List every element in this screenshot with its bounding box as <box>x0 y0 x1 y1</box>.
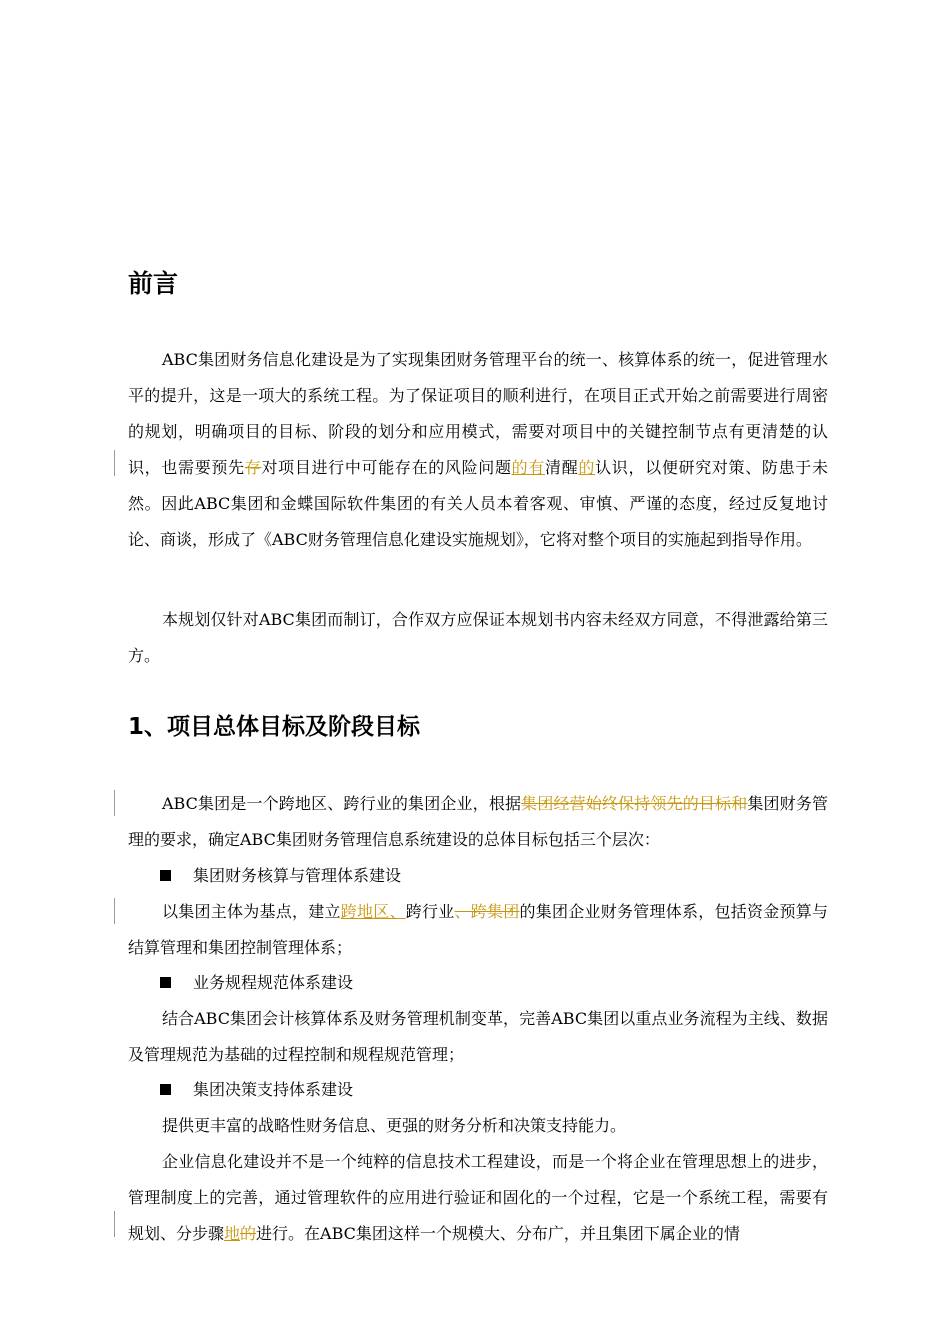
inserted-text: 的 <box>578 458 596 477</box>
deleted-text: 、跨集团 <box>454 902 520 921</box>
inserted-text: 的有 <box>511 458 546 477</box>
bullet-label: 集团决策支持体系建设 <box>193 1080 354 1099</box>
text-run: 集团财务管理的要求，确定ABC集团财务管理信息系统建设的总体目标包括三个层次： <box>128 794 828 849</box>
deleted-text: 的 <box>240 1224 257 1243</box>
bullet-label: 集团财务核算与管理体系建设 <box>193 866 402 885</box>
section-1-paragraph-4: 提供更丰富的战略性财务信息、更强的财务分析和决策支持能力。 <box>162 1116 627 1135</box>
text-run: 进行。在ABC集团这样一个规模大、分布广，并且集团下属企业的情 <box>256 1224 740 1243</box>
bullet-item <box>160 858 401 894</box>
preface-heading: 前言 <box>128 269 179 298</box>
text-run: 清醒 <box>545 458 579 477</box>
deleted-text: 存 <box>244 458 262 477</box>
text-run: 认识，以便研究对策、防患于未然。因此ABC集团和金蝶国际软件集团的有关人员本着客观、审慎、严谨的态度，经过反复地讨论、商谈，形成了《ABC财务管理信息化建设实施规划》，它将对整个项目的实施起到指导作用。 <box>128 458 828 549</box>
section-1-paragraph-1 <box>128 786 828 858</box>
change-bar <box>114 790 115 816</box>
change-bar <box>114 450 115 476</box>
preface-paragraph-1 <box>128 342 828 558</box>
text-run: 以集团主体为基点，建立 <box>162 902 341 921</box>
text-run: 企业信息化建设并不是一个纯粹的信息技术工程建设，而是一个将企业在管理思想上的进步，管理制度上的完善，通过管理软件的应用进行验证和固化的一个过程，它是一个系统工程，需要有规划、分步骤 <box>128 1152 828 1243</box>
text-run: ABC集团财务信息化建设是为了实现集团财务管理平台的统一、核算体系的统一，促进管理水平的提升，这是一项大的系统工程。为了保证项目的顺利进行，在项目正式开始之前需要进行周密的规划，明确项目的目标、阶段的划分和应用模式，需要对项目中的关键控制节点有更清楚的认识，也需要预先 <box>128 350 828 477</box>
bullet-square-icon <box>160 870 171 881</box>
text-run: 的集团企业财务管理体系，包括资金预算与结算管理和集团控制管理体系； <box>128 902 828 957</box>
change-bar <box>114 898 115 924</box>
inserted-text: 跨地区、 <box>340 902 406 921</box>
section-1-paragraph-2 <box>128 894 828 966</box>
bullet-item <box>160 965 353 1001</box>
bullet-item <box>160 1072 353 1108</box>
inserted-text: 地 <box>224 1224 241 1243</box>
text-run: 跨行业 <box>405 902 455 921</box>
section-1-heading: 1、项目总体目标及阶段目标 <box>128 714 421 740</box>
text-run: ABC集团是一个跨地区、跨行业的集团企业，根据 <box>162 794 522 813</box>
bullet-square-icon <box>160 1084 171 1095</box>
section-1-paragraph-3: 结合ABC集团会计核算体系及财务管理机制变革，完善ABC集团以重点业务流程为主线、数据及管理规范为基础的过程控制和规程规范管理； <box>128 1009 828 1064</box>
text-run: 对项目进行中可能存在的风险问题 <box>261 458 512 477</box>
bullet-label: 业务规程规范体系建设 <box>193 973 354 992</box>
preface-paragraph-2: 本规划仅针对ABC集团而制订，合作双方应保证本规划书内容未经双方同意，不得泄露给第三方。 <box>128 610 828 665</box>
section-1-paragraph-5 <box>128 1144 828 1252</box>
deleted-text: 集团经营始终保持领先的目标和 <box>521 794 748 813</box>
bullet-square-icon <box>160 977 171 988</box>
change-bar <box>114 1211 115 1237</box>
